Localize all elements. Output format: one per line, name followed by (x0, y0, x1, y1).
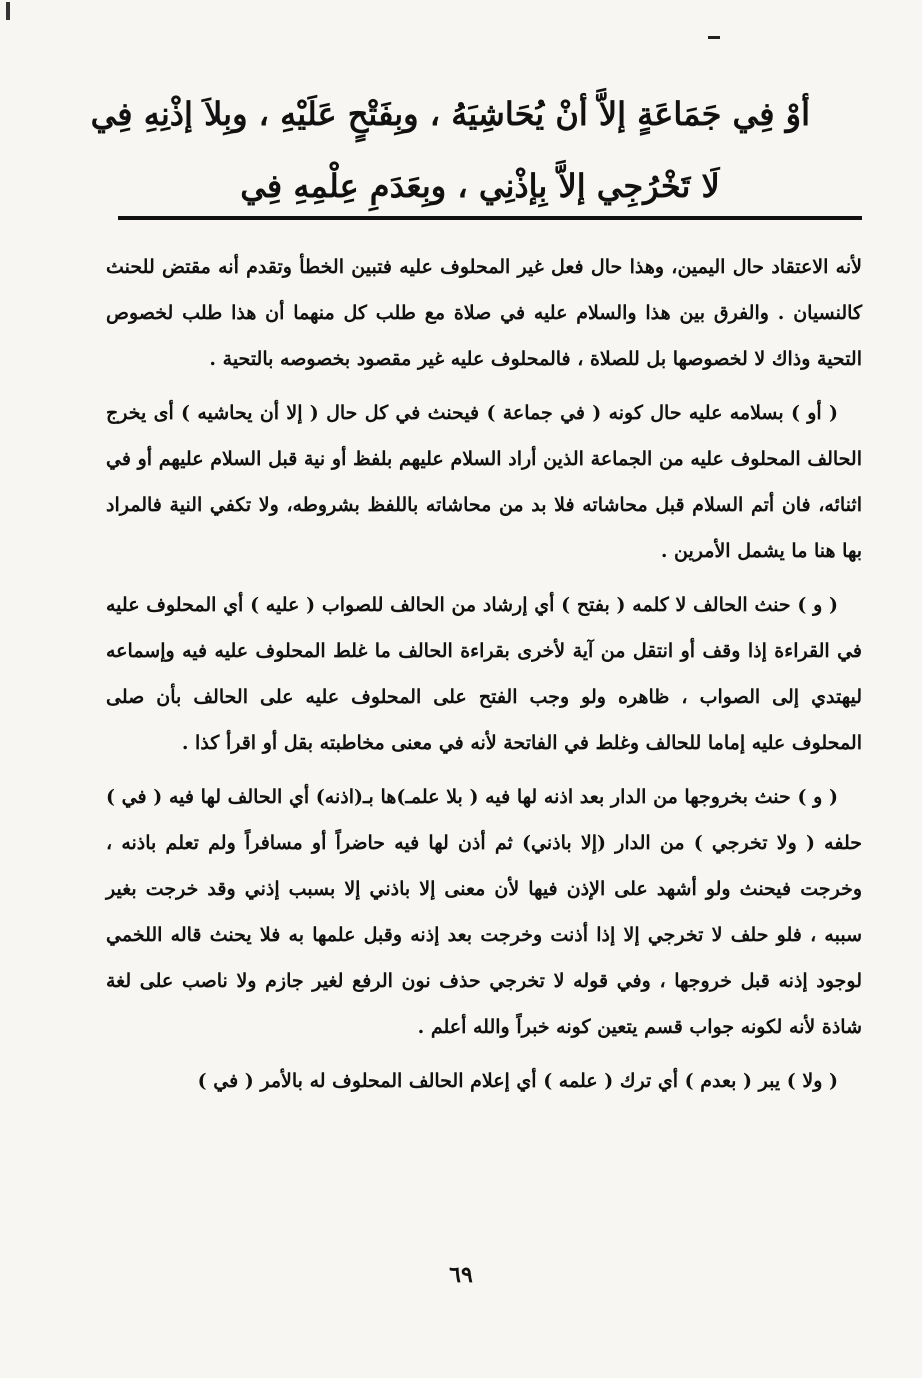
scan-speck (6, 2, 10, 20)
matn-line-1: أوْ فِي جَمَاعَةٍ إلاَّ أنْ يُحَاشِيَهُ ، وبِفَتْحٍ عَلَيْهِ ، وبِلاَ إذْنِهِ فِي (90, 95, 810, 133)
paragraph: ( ولا ) يبر ( بعدم ) أي ترك ( علمه ) أي إعلام الحالف المحلوف له بالأمر ( في ) (197, 1070, 838, 1092)
commentary-body (106, 244, 862, 1104)
matn-line-2: لَا تَخْرُجِي إلاَّ بِإذْنِي ، وبِعَدَمِ عِلْمِهِ فِي (240, 167, 720, 205)
matn-header (90, 78, 810, 222)
scan-speck (708, 36, 720, 39)
paragraph: ( و ) حنث الحالف لا كلمه ( بفتح ) أي إرشاد من الحالف للصواب ( عليه ) أي المحلوف عليه في القراءة إذا وقف أو انتقل من آية لأخرى بقراءة الحالف ما غلط المحلوف عليه فيه وإسماعه ليهتدي إلى الصواب ، ظاهره ولو وجب الفتح على المحلوف عليه على الحالف بأن صلى المحلوف عليه إماما للحالف وغلط في الفاتحة لأنه في معنى مخاطبته بقل أو اقرأ كذا . (106, 594, 862, 754)
page-number: ٦٩ (449, 1262, 473, 1288)
header-divider (118, 216, 862, 220)
paragraph: ( و ) حنث بخروجها من الدار بعد اذنه لها فيه ( بلا علمـ)ها بـ(اذنه) أي الحالف لها فيه ( في ) حلفه ( ولا تخرجي ) من الدار (إلا باذني) ثم أذن لها فيه حاضراً أو مسافراً ولم تعلم باذنه ، وخرجت فيحنث ولو أشهد على الإذن فيها لأن معنى إلا باذني إلا بسبب إذني وقد خرجت بغير سببه ، فلو حلف لا تخرجي إلا إذا أذنت وخرجت بعد إذنه وقبل علمها به فلا يحنث قاله اللخمي لوجود إذنه قبل خروجها ، وفي قوله لا تخرجي حذف نون الرفع لغير جازم ولا ناصب على لغة شاذة لأنه لكونه جواب قسم يتعين كونه خبراً والله أعلم . (106, 786, 863, 1038)
paragraph: ( أو ) بسلامه عليه حال كونه ( في جماعة ) فيحنث في كل حال ( إلا أن يحاشيه ) أى يخرج الحالف المحلوف عليه من الجماعة الذين أراد السلام عليهم بلفظ أو نية قبل السلام عليهم أو في اثنائه، فان أتم السلام قبل محاشاته فلا بد من محاشاته باللفظ بشروطه، ولا تكفي النية فالمراد بها هنا ما يشمل الأمرين . (106, 402, 862, 562)
paragraph: لأنه الاعتقاد حال اليمين، وهذا حال فعل غير المحلوف عليه فتبين الخطأ وتقدم أنه مقتض للحنث كالنسيان . والفرق بين هذا والسلام عليه في صلاة مع طلب كل منهما أن هذا طلب لخصوص التحية وذاك لا لخصوصها بل للصلاة ، فالمحلوف عليه غير مقصود بخصوصه بالتحية . (106, 256, 862, 370)
